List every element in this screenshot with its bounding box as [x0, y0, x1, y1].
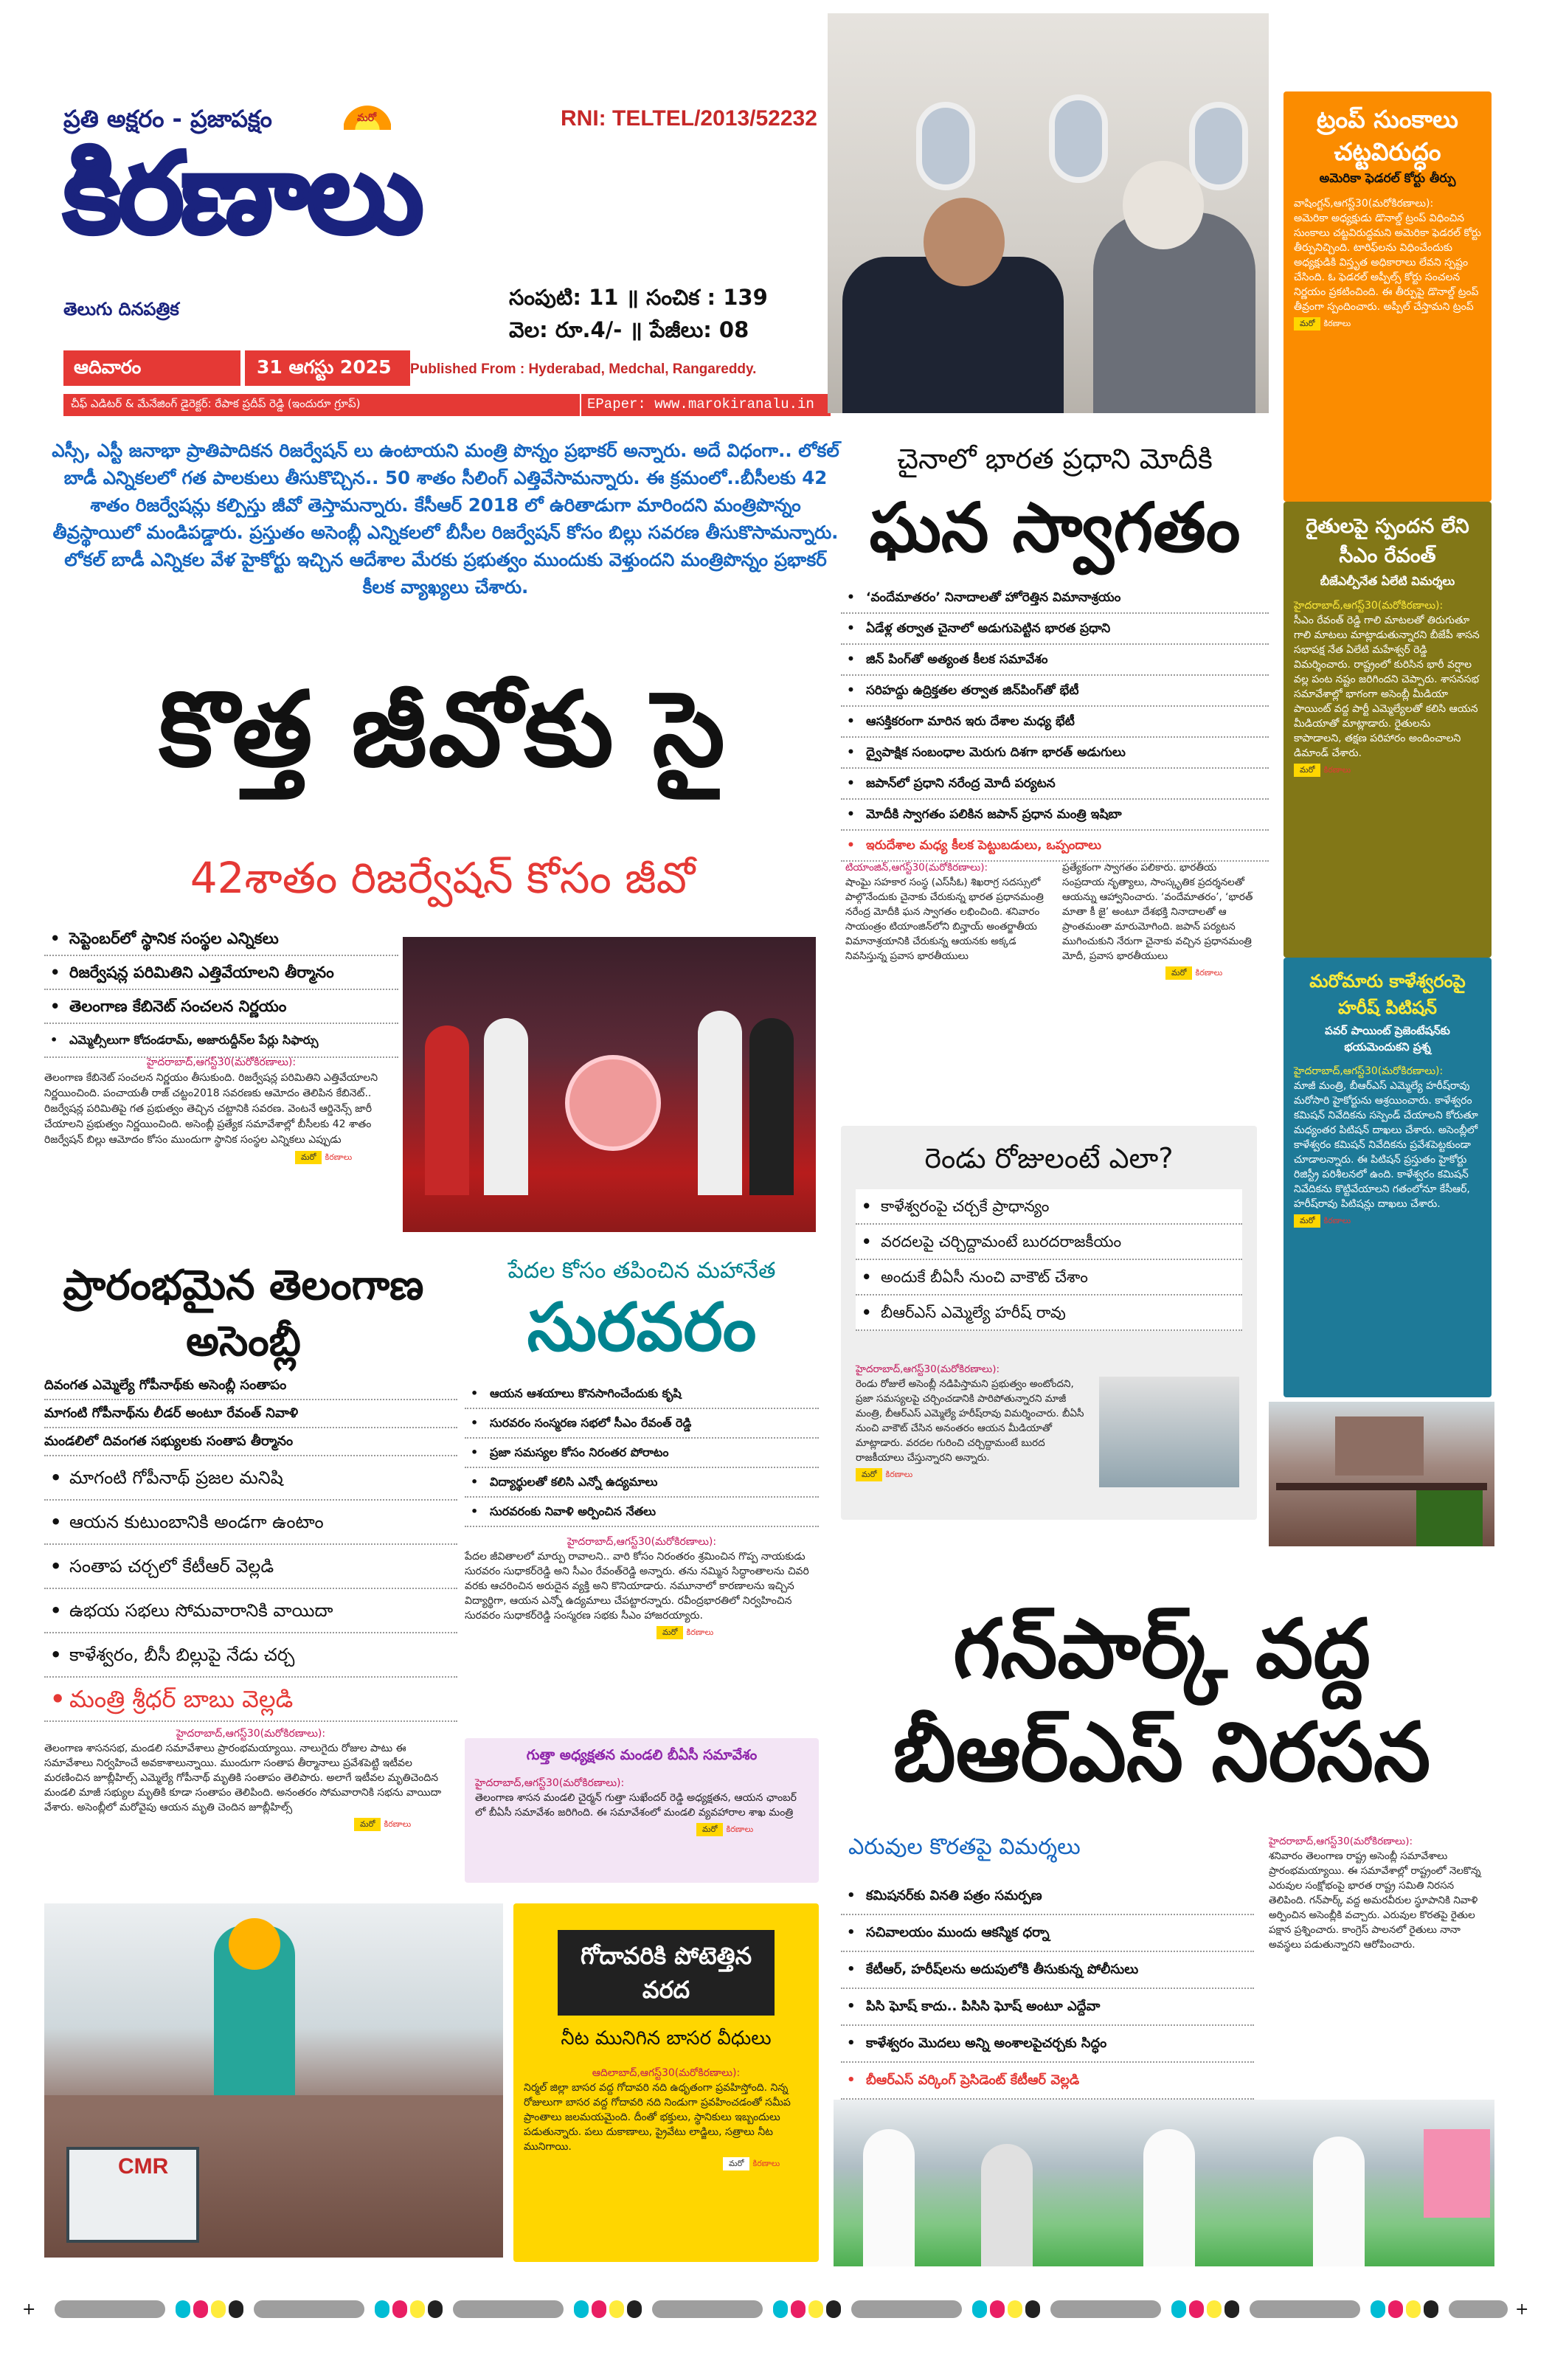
list-item: • సురవరంకు నివాళి అర్పించిన నేతలు — [465, 1498, 819, 1527]
gunpark-dateline: హైదరాబాద్,ఆగస్ట్30(మరోకిరణాలు): — [1269, 1836, 1413, 1847]
harish-headline: రెండు రోజులంటే ఎలా? — [924, 1142, 1174, 1175]
day-label: ఆదివారం — [74, 356, 142, 378]
trump-headline: ట్రంప్ సుంకాలు చట్టవిరుద్ధం — [1317, 105, 1458, 166]
kaleshwaram-body: మాజీ మంత్రి, బీఆర్ఎస్ ఎమ్మెల్యే హరీష్‌రావు మరోసారి హైకోర్టును ఆశ్రయించారు. కాళేశ్వరం కమిషన్ నివేదికను సస్పెండ్ చేయాలని కోరుతూ మధ్యంతర పిటిషన్ దాఖలు చేశారు. అసెంబ్లీలో కాళేశ్వరం కమిషన్ నివేదికను ప్రవేశపెట్టకుండా చూడాలన్నారు. ఈ పిటిషన్ ప్రస్తుతం హైకోర్టు రిజిస్ట్రీ పరిశీలనలో ఉంది. కాళేశ్వరం కమిషన్ నివేదికను కొట్టివేయాలని గతంలోనూ కేసీఆర్, హరీష్‌రావు పిటిషన్లు దాఖలు చేశారు. — [1294, 1080, 1478, 1210]
lead-dateline: హైదరాబాద్,ఆగస్ట్30(మరోకిరణాలు): — [146, 1056, 297, 1068]
harish-signature: మరో కిరణాలు — [856, 1468, 922, 1481]
list-item: • మోదీకి స్వాగతం పలికిన జపాన్ ప్రధాన మంత్రి ఇషిబా — [841, 800, 1269, 831]
revanth-body: సీఎం రేవంత్ రెడ్డి గాలి మాటలతో తిరుగుతూ గాలి మాటలు మాట్లాడుతున్నారని బీజేపీ శాసన సభాపక్ష నేత ఏలేటి మహేశ్వర్ రెడ్డి విమర్శించారు. రాష్ట్రంలో కురిసిన భారీ వర్షాల వల్ల పంట నష్టం జరిగిందని చెప్పారు. శాసనసభ సమావేశాల్లో భాగంగా అసెంబ్లీ మీడియా పాయింట్ వద్ద పార్టీ ఎమ్మెల్యేలతో కలిసి ఆయన మీడియాతో మాట్లాడారు. రైతులను కాపాడాలని, తక్షణ పరిహారం అందించాలని డిమాండ్ చేశారు. — [1294, 615, 1480, 759]
list-item: • తెలంగాణ కేబినెట్ సంచలన నిర్ణయం — [44, 990, 398, 1024]
tagline: ప్రతి అక్షరం - ప్రజాపక్షం — [63, 105, 272, 133]
list-item: • బీఆర్ఎస్ ఎమ్మెల్యే హరీష్ రావు — [856, 1295, 1242, 1331]
modi-signature: మరో కిరణాలు — [1165, 966, 1232, 980]
revanth-dateline: హైదరాబాద్,ఆగస్ట్30(మరోకిరణాలు): — [1294, 600, 1444, 612]
lead-headline: కొత్త జీవోకు సై — [159, 670, 727, 790]
issue-line-2: వెల: రూ.4/- ॥ పేజీలు: 08 — [509, 317, 749, 342]
assembly-line: మండలిలో దివంగత సభ్యులకు సంతాప తీర్మానం — [44, 1428, 457, 1456]
harish-body-column — [856, 1362, 1239, 1492]
list-item: • ప్రజా సమస్యల కోసం నిరంతర పోరాటం — [465, 1439, 819, 1468]
modi-dateline: టియాంజిన్,ఆగస్ట్30(మరోకిరణాలు): — [845, 862, 988, 874]
list-item: • రిజర్వేషన్ల పరిమితిని ఎత్తివేయాలని తీర్మానం — [44, 956, 398, 990]
trump-dateline: వాషింగ్టన్,ఆగస్ట్30(మరోకిరణాలు): — [1294, 198, 1434, 210]
harish-bullets — [856, 1189, 1242, 1331]
assembly-line: దివంగత ఎమ్మెల్యే గోపీనాథ్‌కు అసెంబ్లీ సంతాపం — [44, 1372, 457, 1400]
modi-headline: ఘన స్వాగతం — [869, 488, 1241, 567]
godavari-signature: మరో కిరణాలు — [723, 2157, 789, 2170]
list-item: • కమిషనర్‌కు వినతి పత్రం సమర్పణ — [841, 1878, 1254, 1915]
gunpark-subhead: ఎరువుల కొరతపై విమర్శలు — [848, 1834, 1081, 1860]
kaleshwaram-dateline: హైదరాబాద్,ఆగస్ట్30(మరోకిరణాలు): — [1294, 1065, 1444, 1077]
rni-number: RNI: TELTEL/2013/52232 — [561, 106, 817, 131]
list-item: • ద్వైపాక్షిక సంబంధాల మెరుగు దిశగా భారత్ అడుగులు — [841, 738, 1269, 769]
high-court-photo — [1269, 1402, 1494, 1546]
published-from: Published From : Hyderabad, Medchal, Rangareddy. — [410, 362, 757, 377]
sun-emblem — [344, 97, 391, 130]
kaleshwaram-headline: మరోమారు కాళేశ్వరంపై హరీష్ పిటిషన్ — [1309, 971, 1466, 1018]
list-item: • ఆయన కుటుంబానికి అండగా ఉంటాం — [44, 1501, 457, 1545]
list-item: • కాళేశ్వరం మొదలు అన్ని అంశాలపైచర్చకు సిద్ధం — [841, 2026, 1254, 2063]
assembly-line: మాగంటి గోపీనాథ్‌ను లీడర్ అంటూ రేవంత్ నివాళి — [44, 1400, 457, 1428]
basara-flood-photo: CMR — [44, 1903, 503, 2258]
suravaram-signature: మరో కిరణాలు — [657, 1626, 723, 1639]
gutta-body: తెలంగాణ శాసన మండలి చైర్మన్ గుత్తా సుఖేందర్ రెడ్డి అధ్యక్షతన, ఆయన ఛాంబర్ లో బీఏసీ సమావేశం జరిగింది. ఈ సమావేశంలో మండలి వ్యవహారాల శాఖ మంత్రి — [475, 1792, 797, 1819]
modi-body-col-2 — [1062, 860, 1261, 980]
lead-bullets — [44, 922, 398, 1058]
godavari-subhead: నీట మునిగిన బాసర వీధులు — [561, 2027, 772, 2049]
gunpark-body: శనివారం తెలంగాణ రాష్ట్ర అసెంబ్లీ సమావేశాలు ప్రారంభమయ్యాయి. ఈ సమావేశాల్లో రాష్ట్రంలో నెలకొన్న ఎరువుల సంక్షోభంపై భారత రాష్ట్ర సమితి నిరసన తెలిపింది. గన్‌పార్క్ వద్ద అమరవీరుల స్థూపానికి నివాళి అర్పించిన అసెంబ్లీకి వచ్చారు. ఎరువుల కొరతపై రైతుల పక్షాన ప్రశ్నించారు. కాంగ్రెస్ పాలనలో రైతులు నానా అవస్థలు పడుతున్నారని ఆరోపించారు. — [1269, 1850, 1481, 1951]
gunpark-body-column — [1269, 1834, 1490, 1952]
list-item: • సెప్టెంబర్‌లో స్థానిక సంస్థల ఎన్నికలు — [44, 922, 398, 956]
gutta-story — [465, 1738, 819, 1883]
modi-body-1: షాంఘై సహకార సంస్థ (ఎస్‌సీఓ) శిఖరాగ్ర సదస్సులో పాల్గొనేందుకు చైనాకు చేరుకున్న భారత ప్రధానమంత్రి నరేంద్ర మోదీకి ఘన స్వాగతం లభించింది. శనివారం సాయంత్రం టియాంజిన్‌లోని బిన్హాయ్ అంతర్జాతీయ విమానాశ్రయానికి చేరుకున్న ఆయనకు అక్కడ నివసిస్తున్న ప్రవాస భారతీయులు — [845, 876, 1044, 962]
list-item: • పిసి ఘోష్ కాదు.. పిసిసి ఘోష్ అంటూ ఎద్దేవా — [841, 1989, 1254, 2026]
gunpark-headline-1: గన్‌పార్క్ వద్ద — [953, 1602, 1371, 1696]
print-registration-bar: + + — [22, 2300, 1529, 2319]
kaleshwaram-subhead: పవర్ పాయింట్ ప్రెజెంటేషన్‌కు భయమెందుకని ప్రశ్న — [1325, 1024, 1450, 1054]
lead-subhead: 42శాతం రిజర్వేషన్ కోసం జీవో — [190, 853, 696, 903]
gutta-dateline: హైదరాబాద్,ఆగస్ట్30(మరోకిరణాలు): — [475, 1777, 625, 1789]
harish-photo — [1099, 1377, 1239, 1487]
suravaram-dateline: హైదరాబాద్,ఆగస్ట్30(మరోకిరణాలు): — [567, 1536, 717, 1548]
intro-summary: ఎస్సీ, ఎస్టీ జనాభా ప్రాతిపాదికన రిజర్వేషన్ లు ఉంటాయని మంత్రి పొన్నం ప్రభాకర్ అన్నారు. అదే విధంగా.. లోకల్ బాడీ ఎన్నికలలో గత పాలకులు తీసుకొచ్చిన.. 50 శాతం సీలింగ్ ఎత్తివేసామన్నారు. ఈ క్రమంలో..బీసీలకు 42 శాతం రిజర్వేషన్లు కల్పిస్తు జీవో తెస్తామన్నారు. కేసీఆర్ 2018 లో ఉరితాడుగా మారిందని మంత్రిపొన్నం తీవ్రస్థాయిలో మండిపడ్డారు. ప్రస్తుతం అసెంబ్లీ ఎన్నికలలో బీసీల రిజర్వేషన్ కోసం బిల్లు సవరణ తీసుకొసామన్నారు. లోకల్ బాడీ ఎన్నికల వేళ హైకోర్టు ఇచ్చిన ఆదేశాల మేరకు ప్రభుత్వం ముందుకు వెళ్తుందని మంత్రిపొన్నం ప్రభాకర్ కీలక వ్యాఖ్యలు చేశారు. — [52, 440, 839, 598]
assembly-signature: మరో కిరణాలు — [354, 1818, 420, 1831]
editor-bar — [63, 394, 580, 416]
gutta-signature: మరో కిరణాలు — [696, 1823, 763, 1836]
modi-bullets — [841, 583, 1269, 862]
assembly-body: తెలంగాణ శాసనసభ, మండలి సమావేశాలు ప్రారంభమయ్యాయి. నాలుగైదు రోజుల పాటు ఈ సమావేశాలు నిర్వహించే అవకాశాలున్నాయి. ముందుగా సంతాప తీర్మానాలు ప్రవేశపెట్టి ఇటీవల మరణించిన జూబ్లీహిల్స్ ఎమ్మెల్యే గోపీనాథ్ మృతికి సంతాపం తెలిపారు. అలాగే ఇటీవల మృతిచెందిన మండలి మాజీ సభ్యుల మృతికి కూడా సంతాపం తెలిపింది. అనంతరం సోమవారానికి సభను వాయిదా వేశారు. అసెంబ్లీలో మరోవైపు ఆయన మృతి చెందిన జూబ్లీహిల్స్ — [44, 1743, 442, 1813]
epaper-url: EPaper: www.marokiranalu.in — [587, 396, 814, 412]
suravaram-bullets — [465, 1380, 819, 1527]
masthead-small: మరో — [357, 112, 377, 124]
assembly-bullets — [44, 1456, 457, 1722]
assembly-headline: ప్రారంభమైన తెలంగాణ అసెంబ్లీ — [63, 1262, 424, 1366]
modi-body-2: ప్రత్యేకంగా స్వాగతం పలికారు. భారతీయ సంప్రదాయ నృత్యాలు, సాంస్కృతిక ప్రదర్శనలతో ఆయన్ను ఆహ్వానించారు. ‘వందేమాతరం’, ‘భారత్ మాతా కీ జై’ అంటూ దేశభక్తి నినాదాలతో ఆ ప్రాంతమంతా మారుమోగింది. జపాన్ పర్యటన ముగించుకుని నేరుగా చైనాకు వచ్చిన ప్రధానమంత్రి మోదీ, ప్రవాస భారతీయులు — [1062, 862, 1253, 962]
godavari-dateline: ఆదిలాబాద్,ఆగస్ట్30(మరోకిరణాలు): — [592, 2067, 741, 2079]
godavari-story — [513, 1903, 819, 2262]
suravaram-body: పేదల జీవితాలలో మార్పు రావాలని.. వారి కోసం నిరంతరం శ్రమించిన గొప్ప నాయకుడు సురవరం సుధాకర్‌రెడ్డి అని సీఎం రేవంత్‌రెడ్డి అన్నారు. తను నమ్మిన సిద్ధాంతాలను చివరి వరకు ఆచరించిన అరుదైన వ్యక్తి అని కొనియాడారు. నమూనాలో కారణాలను ఇచ్చిన విద్యార్థిగా, ఆయన ఎన్నో ఉద్యమాలు చేపట్టారన్నారు. రవీంద్రభారతిలో నిర్వహించిన సురవరం సుధాకర్‌రెడ్డి సంస్మరణ సభకు సీఎం హాజరయ్యారు. — [465, 1551, 809, 1622]
revanth-signature: మరో కిరణాలు — [1294, 764, 1360, 777]
modi-plane-photo — [828, 13, 1269, 413]
list-item: • ఏడేళ్ల తర్వాత చైనాలో అడుగుపెట్టిన భారత ప్రధాని — [841, 614, 1269, 645]
list-item: • బీఆర్ఎస్ వర్కింగ్ ప్రెసిడెంట్ కేటీఆర్ వెల్లడి — [841, 2063, 1254, 2100]
gunpark-headline-2: బీఆర్ఎస్ నిరసన — [893, 1705, 1431, 1799]
list-item: • కేటీఆర్, హరీష్‌లను అదుపులోకి తీసుకున్న పోలీసులు — [841, 1952, 1254, 1989]
lead-body-column — [44, 1055, 398, 1165]
list-item: • అందుకే బీఏసీ నుంచి వాకౌట్ చేశాం — [856, 1260, 1242, 1295]
list-item: • కాళేశ్వరం, బీసీ బిల్లుపై నేడు చర్చ — [44, 1633, 457, 1678]
assembly-dateline: హైదరాబాద్,ఆగస్ట్30(మరోకిరణాలు): — [176, 1728, 326, 1740]
list-item: • మాగంటి గోపీనాథ్ ప్రజల మనిషి — [44, 1456, 457, 1501]
list-item: • ‘వందేమాతరం’ నినాదాలతో హోరెత్తిన విమానాశ్రయం — [841, 583, 1269, 614]
list-item: • ఎమ్మెల్సీలుగా కోదండరామ్, అజారుద్దీన్‌ల పేర్లు సిఫార్సు — [44, 1024, 398, 1058]
date-bar — [63, 350, 410, 386]
list-item: • జపాన్‌లో ప్రధాని నరేంద్ర మోదీ పర్యటన — [841, 769, 1269, 800]
revanth-headline: రైతులపై స్పందన లేని సీఎం రేవంత్ — [1306, 515, 1469, 567]
modi-kicker: చైనాలో భారత ప్రధాని మోదీకి — [897, 443, 1213, 475]
epaper-bar — [581, 394, 831, 416]
list-item: • ఇరుదేశాల మధ్య కీలక పెట్టుబడులు, ఒప్పందాలు — [841, 831, 1269, 862]
trump-subhead: అమెరికా ఫెడరల్ కోర్టు తీర్పు — [1319, 171, 1456, 186]
date-label: 31 ఆగస్టు 2025 — [257, 356, 392, 378]
kaleshwaram-signature: మరో కిరణాలు — [1294, 1214, 1360, 1228]
newspaper-logo: కిరణాలు — [63, 130, 421, 258]
godavari-headline: గోదావరికి పోటెత్తిన వరద — [558, 1930, 775, 2016]
suravaram-headline: సురవరం — [527, 1289, 757, 1366]
suravaram-body-column — [465, 1535, 819, 1639]
list-item: • ఉభయ సభలు సోమవారానికి వాయిదా — [44, 1589, 457, 1633]
list-item: • సరిహద్దు ఉద్రిక్తతల తర్వాత జిన్‌పింగ్‌తో భేటీ — [841, 676, 1269, 707]
list-item: • సంతాప చర్చలో కేటీఆర్ వెల్లడి — [44, 1545, 457, 1589]
gunpark-bullets — [841, 1878, 1254, 2100]
newspaper-subtitle: తెలుగు దినపత్రిక — [63, 299, 179, 319]
editor-credit: చీఫ్ ఎడిటర్ & మేనేజింగ్ డైరెక్టర్: రేపాక ప్రదీప్ రెడ్డి (ఇందురూ గ్రూప్) — [71, 397, 361, 410]
list-item: • కాళేశ్వరంపై చర్చకే ప్రాధాన్యం — [856, 1189, 1242, 1225]
trump-tariffs-story — [1283, 91, 1492, 502]
list-item: • ఆయన ఆశయాలు కొనసాగించేందుకు కృషి — [465, 1380, 819, 1409]
list-item: • సురవరం సంస్మరణ సభలో సీఎం రేవంత్ రెడ్డి — [465, 1409, 819, 1439]
suravaram-kicker: పేదల కోసం తపించిన మహానేత — [507, 1258, 776, 1284]
harish-dateline: హైదరాబాద్,ఆగస్ట్30(మరోకిరణాలు): — [856, 1363, 1000, 1375]
modi-body-col-1 — [845, 860, 1045, 964]
list-item: • మంత్రి శ్రీధర్ బాబు వెల్లడి — [44, 1678, 457, 1722]
assembly-body-column — [44, 1726, 457, 1831]
revanth-subhead: బీజేఎల్పీనేత ఏలేటి విమర్శలు — [1320, 574, 1455, 588]
gutta-headline: గుత్తా అధ్యక్షతన మండలి బీఏసీ సమావేశం — [526, 1747, 758, 1763]
godavari-body: నిర్మల్ జిల్లా బాసర వద్ద గోదావరి నది ఉధృతంగా ప్రవహిస్తోంది. నిన్న రోజులుగా బాసర వద్ద గోదావరి నది నిండుగా ప్రవహించడంతో సమీప ప్రాంతాలు జలమయమైంది. దీంతో భక్తులు, స్థానికులు ఇబ్బందులు పడుతున్నారు. పలు దుకాణాలు, ప్రైవేటు లాడ్జిలు, సత్రాలు నీట మునిగాయి. — [524, 2082, 791, 2153]
suravaram-tribute-photo — [403, 937, 816, 1232]
lead-body: తెలంగాణ కేబినెట్ సంచలన నిర్ణయం తీసుకుంది. రిజర్వేషన్ల పరిమితిని ఎత్తివేయాలని నిర్ణయించింది. పంచాయతీ రాజ్ చట్టం2018 సవరణకు ఆమోదం తెలిపిన కేబినెట్.. రిజర్వేషన్ల పరిమితిపై గత ప్రభుత్వం తెచ్చిన చట్టానికి సవరణ. వెంటనే ఆర్డినెన్స్ జారీ చేయాలని ప్రభుత్వం నిర్ణయించింది. అసెంబ్లీ ప్రత్యేక సమావేశాల్లో బీసీలకు 42 శాతం రిజర్వేషన్ బిల్లు ఆమోదం కోసం ముందుగా స్థానిక సంస్థల ఎన్నికలు ఎప్పుడు — [44, 1072, 378, 1146]
harish-story — [841, 1126, 1257, 1520]
issue-line-1: సంపుటి: 11 ॥ సంచిక : 139 — [509, 285, 768, 310]
brs-protest-photo — [834, 2100, 1494, 2266]
list-item: • జిన్ పింగ్‌తో అత్యంత కీలక సమావేశం — [841, 645, 1269, 676]
list-item: • వరదలపై చర్చిద్దామంటే బురదరాజకీయం — [856, 1225, 1242, 1260]
harish-body: రెండు రోజులే అసెంబ్లీ నడిపిస్తామని ప్రభుత్వం అంటోందని, ప్రజా సమస్యలపై చర్చించడానికి పారిపోతున్నారని మాజీ మంత్రి, బీఆర్ఎస్ ఎమ్మెల్యే హరీష్‌రావు విమర్శించారు. బీఏసీ నుంచి వాకౌట్ చేసిన అనంతరం ఆయన మీడియాతో మాట్లాడారు. వరదల గురించి చర్చిద్దామంటే బురద రాజకీయాలు చేస్తున్నారని అన్నారు. — [856, 1378, 1084, 1464]
masthead — [27, 15, 831, 413]
revanth-story — [1283, 502, 1492, 958]
list-item: • సచివాలయం ముందు ఆకస్మిక ధర్నా — [841, 1915, 1254, 1952]
list-item: • విద్యార్థులతో కలిసి ఎన్నో ఉద్యమాలు — [465, 1468, 819, 1498]
trump-body: అమెరికా అధ్యక్షుడు డొనాల్డ్ ట్రంప్ విధించిన సుంకాలు చట్టవిరుద్ధమని అమెరికా ఫెడరల్ కోర్టు తీర్పునిచ్చింది. టారిఫ్‌లను విధించేందుకు అధ్యక్షుడికి విస్తృత అధికారాలు లేవని స్పష్టం చేసింది. ఓ ఫెడరల్ అప్పీల్స్ కోర్టు సంచలన నిర్ణయం ప్రకటించింది. ఈ తీర్పుపై డొనాల్డ్ ట్రంప్ తీవ్రంగా స్పందించారు. అప్పీల్ చేస్తామని ట్రంప్ — [1294, 212, 1481, 313]
lead-signature: మరో కిరణాలు — [295, 1151, 361, 1164]
assembly-intro-lines — [44, 1372, 457, 1456]
trump-signature: మరో కిరణాలు — [1294, 317, 1360, 331]
list-item: • ఆసక్తికరంగా మారిన ఇరు దేశాల మధ్య భేటీ — [841, 707, 1269, 738]
kaleshwaram-story — [1283, 958, 1492, 1397]
